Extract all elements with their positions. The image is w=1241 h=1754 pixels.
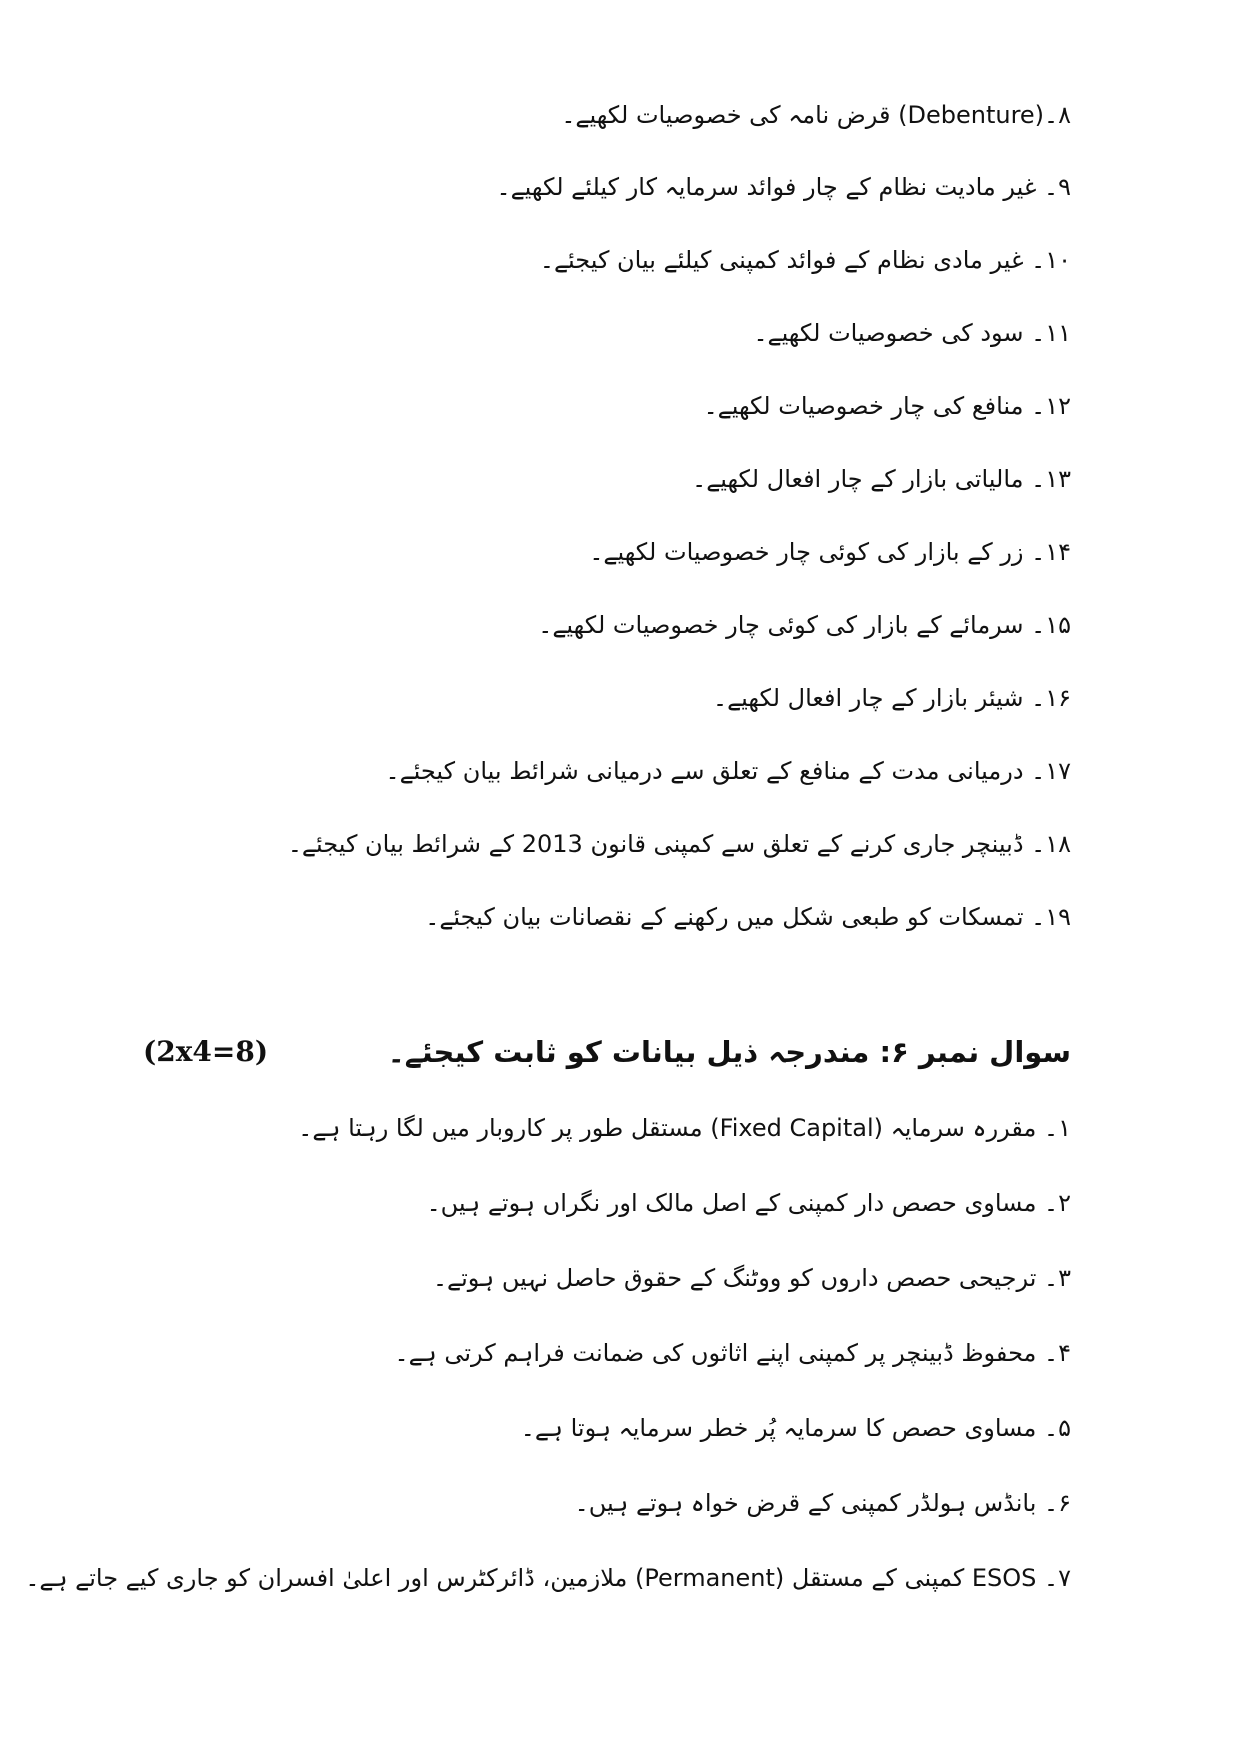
statement-item-2: ۲۔ مساوی حصص دار کمپنی کے اصل مالک اور نگراں ہوتے ہیں۔ [426, 1189, 1071, 1217]
statement-item-4: ۴۔ محفوظ ڈبینچر پر کمپنی اپنے اثاثوں کی ضمانت فراہم کرتی ہے۔ [394, 1339, 1071, 1367]
list-item-11: ۱۱۔ سود کی خصوصیات لکھیے۔ [753, 319, 1071, 347]
list-item-13: ۱۳۔ مالیاتی بازار کے چار افعال لکھیے۔ [692, 465, 1071, 493]
statement-item-7: ۷۔ ESOS کمپنی کے مستقل (Permanent) ملازمین، ڈائرکٹرس اور اعلیٰ افسران کو جاری کیے جاتے ہے۔ [25, 1564, 1071, 1592]
list-item-16: ۱۶۔ شیئر بازار کے چار افعال لکھیے۔ [713, 684, 1071, 712]
list-item-17: ۱۷۔ درمیانی مدت کے منافع کے تعلق سے درمیانی شرائط بیان کیجئے۔ [385, 757, 1071, 785]
statement-item-3: ۳۔ ترجیحی حصص داروں کو ووٹنگ کے حقوق حاصل نہیں ہوتے۔ [432, 1264, 1071, 1292]
list-item-18: ۱۸۔ ڈبینچر جاری کرنے کے تعلق سے کمپنی قانون 2013 کے شرائط بیان کیجئے۔ [287, 830, 1071, 858]
list-item-15: ۱۵۔ سرمائے کے بازار کی کوئی چار خصوصیات لکھیے۔ [538, 611, 1071, 639]
question-marks: (2x4=8) [143, 1035, 269, 1068]
list-item-9: ۹۔ غیر مادیت نظام کے چار فوائد سرمایہ کار کیلئے لکھیے۔ [496, 173, 1071, 201]
list-item-14: ۱۴۔ زر کے بازار کی کوئی چار خصوصیات لکھیے۔ [589, 538, 1071, 566]
list-item-19: ۱۹۔ تمسکات کو طبعی شکل میں رکھنے کے نقصانات بیان کیجئے۔ [425, 903, 1071, 931]
list-item-10: ۱۰۔ غیر مادی نظام کے فوائد کمپنی کیلئے بیان کیجئے۔ [539, 246, 1071, 274]
statement-item-1: ۱۔ مقررہ سرمایہ (Fixed Capital) مستقل طور پر کاروبار میں لگا رہتا ہے۔ [298, 1114, 1071, 1142]
list-item-12: ۱۲۔ منافع کی چار خصوصیات لکھیے۔ [703, 392, 1071, 420]
question-heading: سوال نمبر ۶: مندرجہ ذیل بیانات کو ثابت کیجئے۔ [387, 1035, 1071, 1069]
statement-item-6: ۶۔ بانڈس ہولڈر کمپنی کے قرض خواہ ہوتے ہیں۔ [574, 1489, 1071, 1517]
list-item-8: ۸۔(Debenture) قرض نامہ کی خصوصیات لکھیے۔ [561, 101, 1071, 129]
statement-item-5: ۵۔ مساوی حصص کا سرمایہ پُر خطر سرمایہ ہوتا ہے۔ [520, 1414, 1071, 1442]
